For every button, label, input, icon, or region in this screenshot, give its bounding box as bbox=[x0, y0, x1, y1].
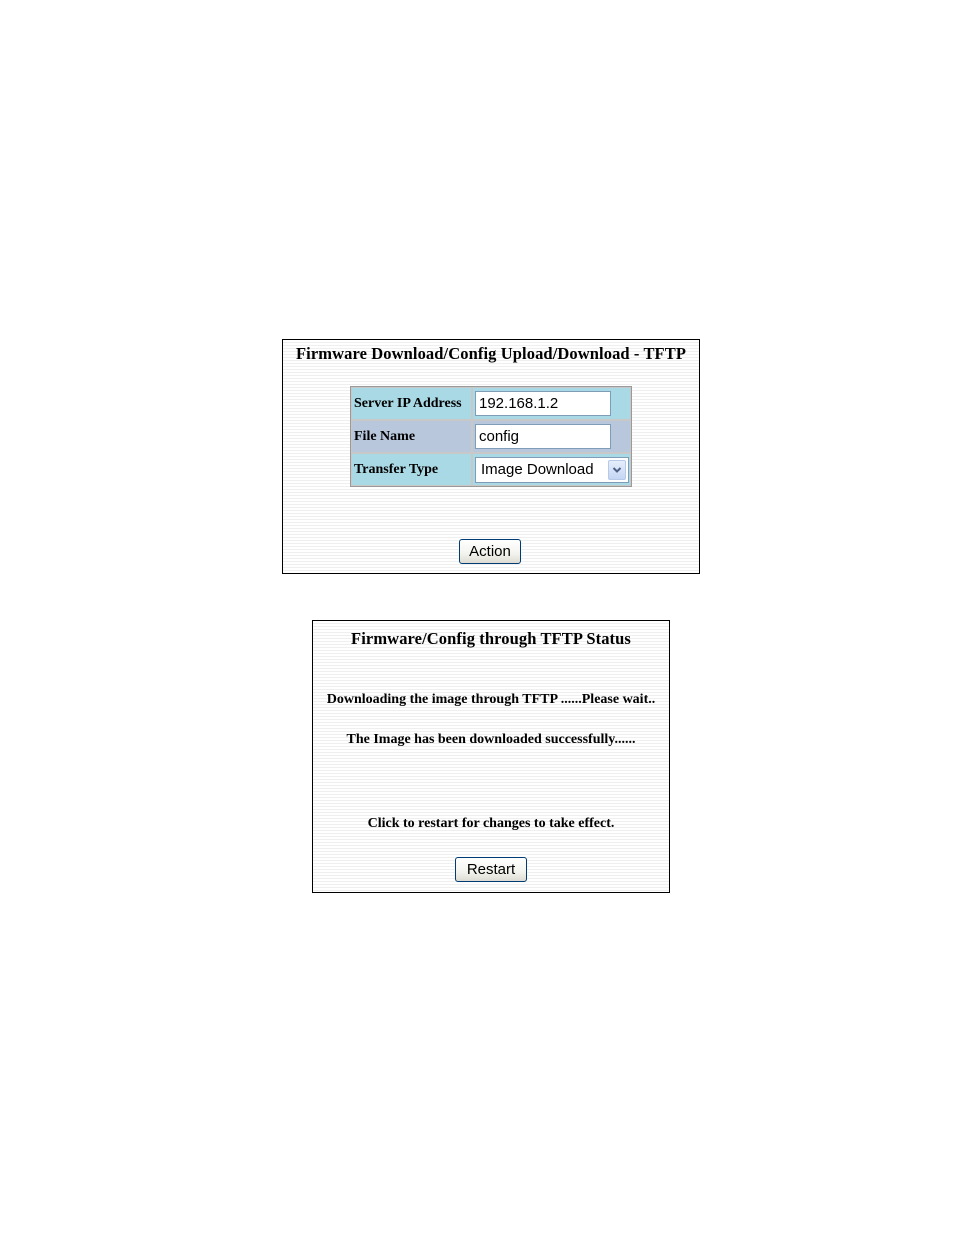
table-row-server-ip bbox=[351, 387, 631, 420]
tftp-panel-title: Firmware Download/Config Upload/Download - TFTP bbox=[295, 344, 687, 363]
status-panel-title: Firmware/Config through TFTP Status bbox=[351, 629, 631, 648]
tftp-transfer-panel bbox=[282, 339, 700, 574]
status-downloading-message: Downloading the image through TFTP ......Please wait.. bbox=[326, 692, 656, 707]
server-ip-label: Server IP Address bbox=[351, 387, 472, 420]
file-name-input[interactable] bbox=[475, 424, 611, 449]
server-ip-input[interactable] bbox=[475, 391, 611, 416]
tftp-status-panel bbox=[312, 620, 670, 893]
transfer-type-label: Transfer Type bbox=[351, 453, 472, 486]
tftp-settings-table bbox=[350, 386, 632, 487]
table-row-transfer-type bbox=[351, 453, 631, 486]
restart-instruction-message: Click to restart for changes to take effect. bbox=[367, 816, 615, 831]
table-row-file-name bbox=[351, 420, 631, 453]
action-button[interactable]: Action bbox=[459, 539, 521, 564]
transfer-type-selected-value: Image Download bbox=[481, 460, 594, 478]
chevron-down-icon[interactable] bbox=[608, 460, 626, 480]
status-success-message: The Image has been downloaded successfully...... bbox=[346, 732, 636, 747]
file-name-label: File Name bbox=[351, 420, 472, 453]
restart-button[interactable]: Restart bbox=[455, 857, 527, 882]
transfer-type-select[interactable] bbox=[475, 457, 629, 483]
